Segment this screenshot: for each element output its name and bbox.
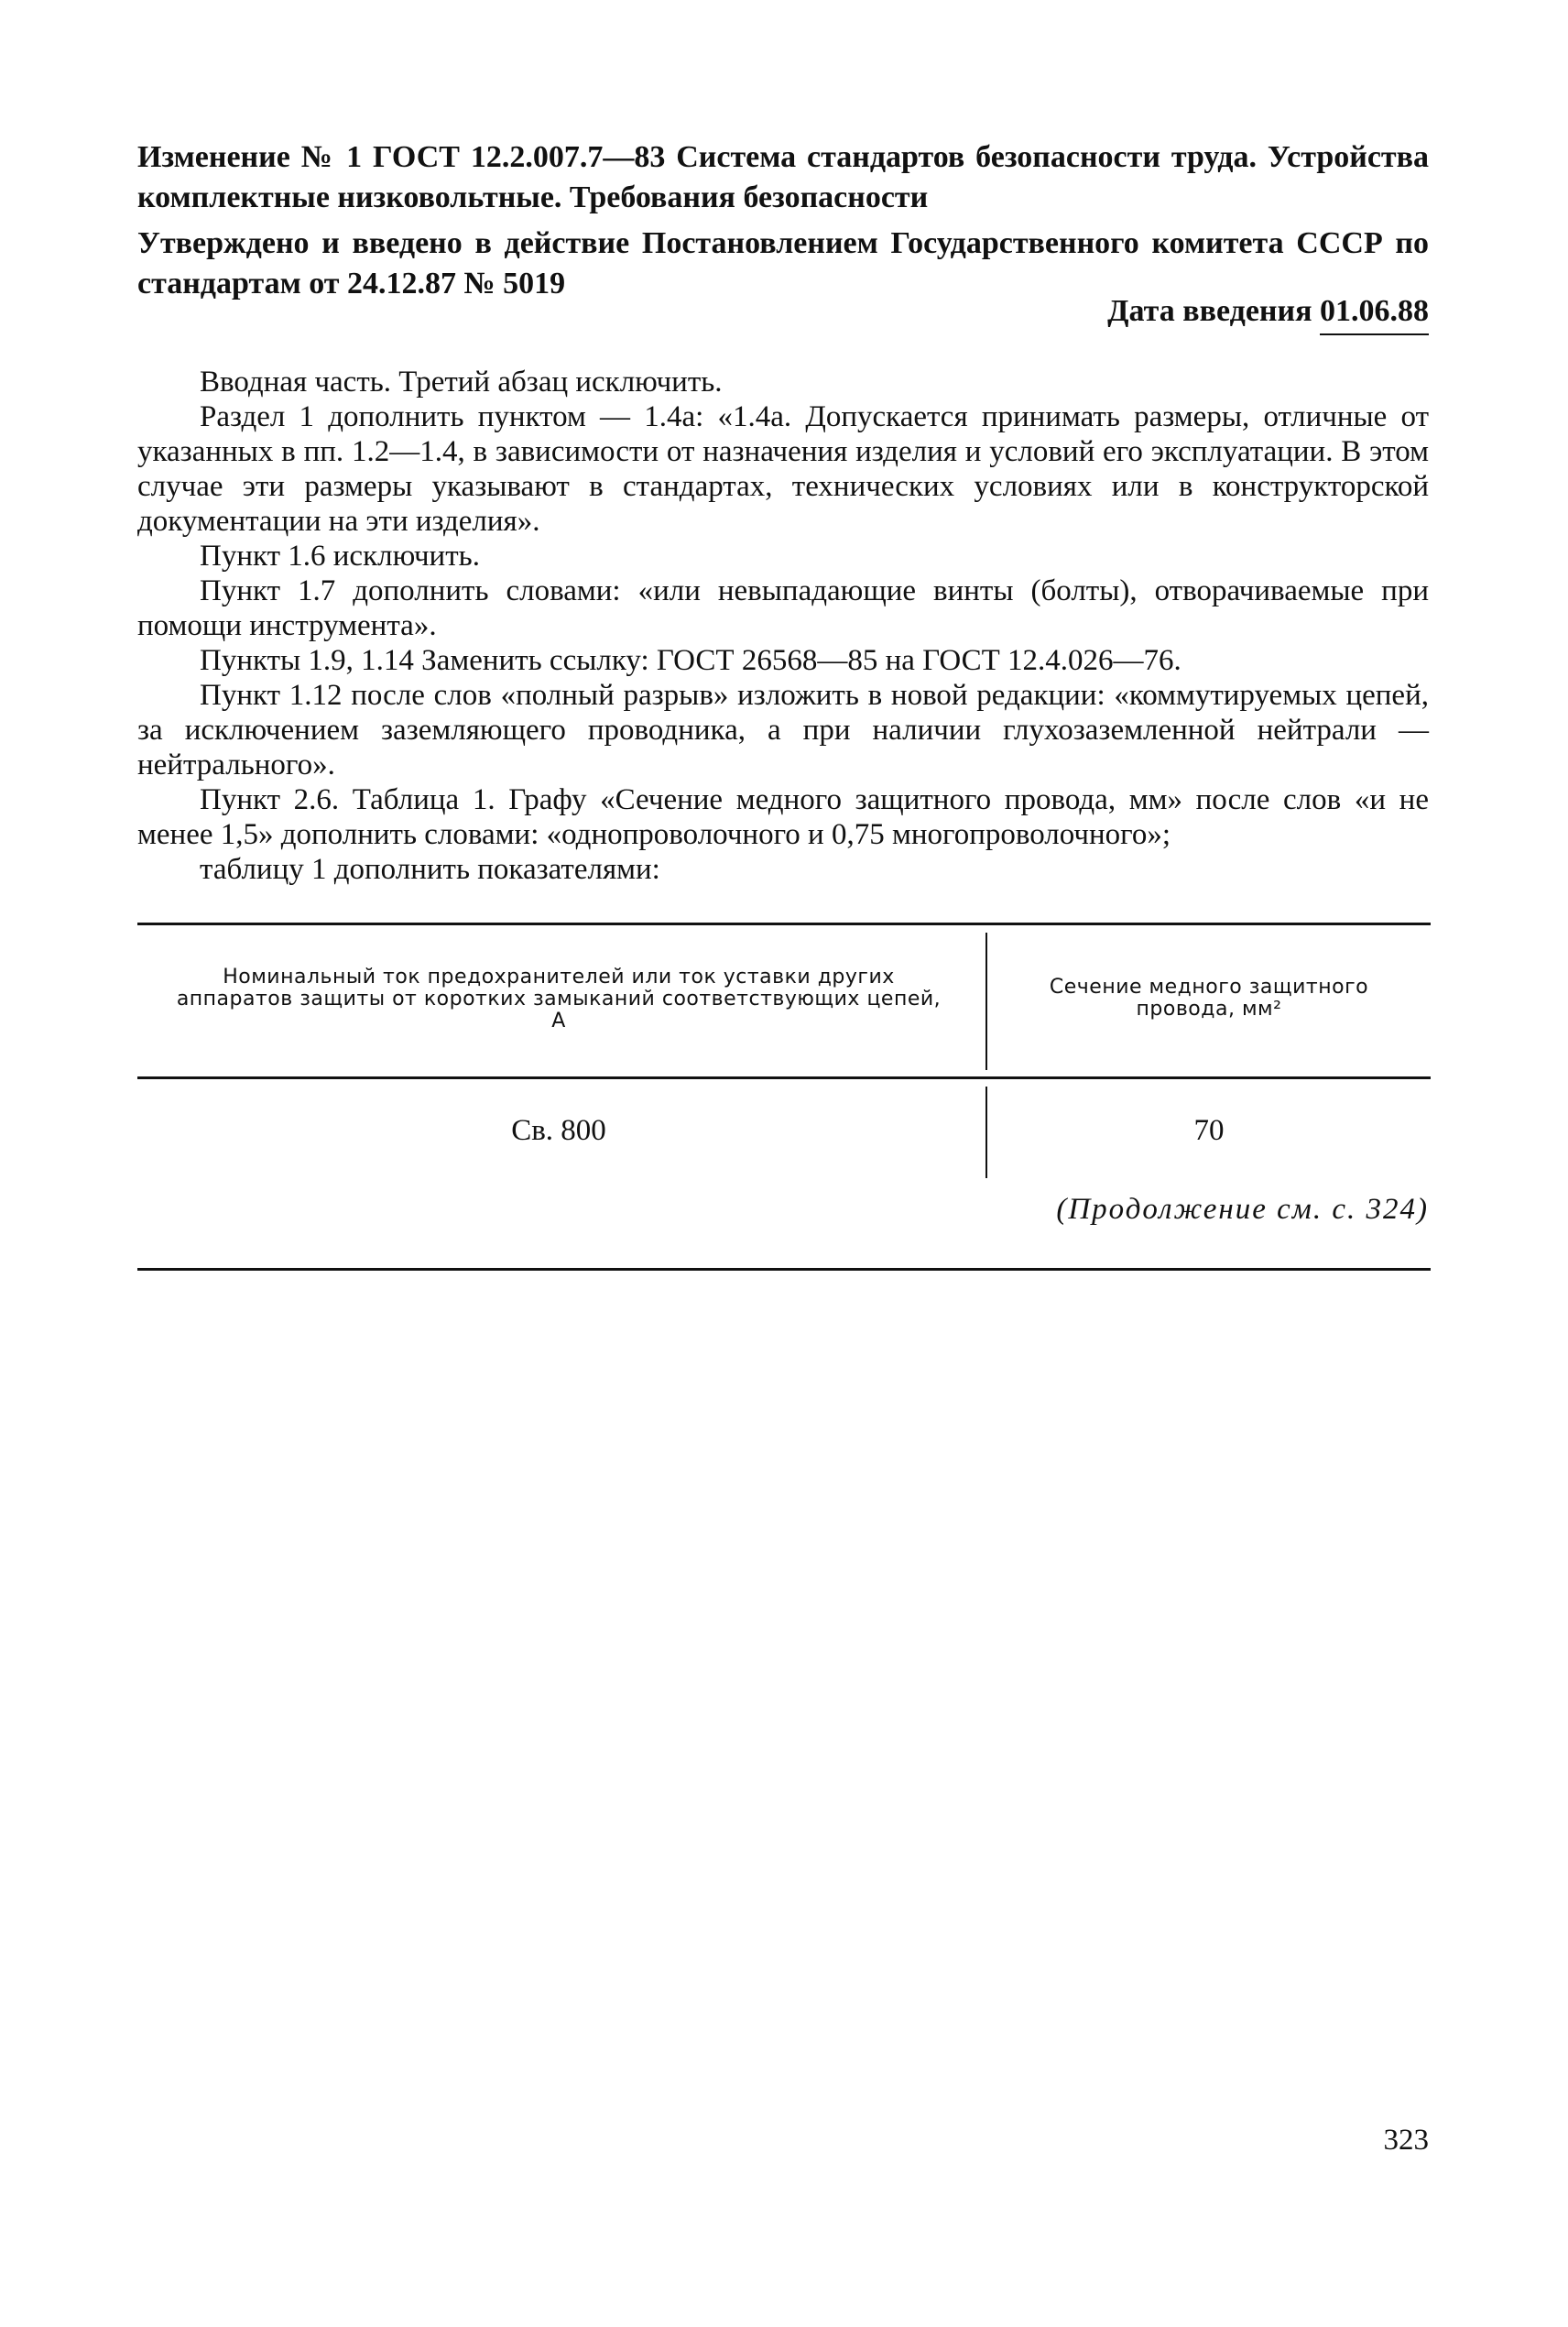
table-cell-current: Св. 800 [511, 1114, 606, 1147]
paragraph: Пункт 1.7 дополнить словами: «или невыпадающие винты (болты), отворачиваемые при помощи инструмента». [137, 574, 1429, 642]
amendment-body [137, 365, 1429, 887]
paragraph: Пункт 1.6 исключить. [200, 540, 480, 573]
continuation-note: (Продолжение см. с. 324) [1056, 1193, 1429, 1226]
paragraph: Пункт 2.6. Таблица 1. Графу «Сечение медного защитного провода, мм» после слов «и не менее 1,5» дополнить словами: «однопроволочного и 0,75 многопроволочного»; [137, 783, 1429, 851]
table-top-rule [137, 923, 1431, 925]
paragraph: таблицу 1 дополнить показателями: [200, 853, 660, 886]
effective-date-label: Дата введения [1107, 294, 1312, 328]
table-column-divider [985, 933, 987, 1070]
table-header-current: Номинальный ток предохранителей или ток уставки других аппаратов защиты от коротких замыканий соответствующих цепей, А [176, 966, 942, 1032]
table-header-cross-section: Сечение медного защитного провода, мм² [1049, 976, 1369, 1021]
paragraph: Вводная часть. Третий абзац исключить. [200, 366, 723, 399]
table-header-rule [137, 1076, 1431, 1079]
bottom-rule [137, 1268, 1431, 1271]
page-number: 323 [1383, 2124, 1429, 2157]
table-cell-cross-section: 70 [1193, 1114, 1225, 1147]
effective-date-value: 01.06.88 [1320, 291, 1429, 335]
approval-statement: Утверждено и введено в действие Постановлением Государственного комитета СССР по стандартам от 24.12.87 № 5019 [137, 226, 1429, 300]
table-column-divider [985, 1087, 987, 1178]
paragraph: Пункт 1.12 после слов «полный разрыв» изложить в новой редакции: «коммутируемых цепей, за исключением заземляющего проводника, а при наличии глухозаземленной нейтрали — нейтрального». [137, 679, 1429, 781]
paragraph: Раздел 1 дополнить пунктом — 1.4а: «1.4а. Допускается принимать размеры, отличные от указанных в пп. 1.2—1.4, в зависимости от назначения изделия и условий его эксплуатации. В этом случае эти размеры указывают в стандартах, технических условиях или в конструкторской документации на эти изделия». [137, 400, 1429, 538]
paragraph: Пункты 1.9, 1.14 Заменить ссылку: ГОСТ 26568—85 на ГОСТ 12.4.026—76. [200, 644, 1181, 677]
effective-date [1107, 291, 1429, 335]
amendment-title: Изменение № 1 ГОСТ 12.2.007.7—83 Система стандартов безопасности труда. Устройства комплектные низковольтные. Требования безопасности [137, 140, 1429, 214]
